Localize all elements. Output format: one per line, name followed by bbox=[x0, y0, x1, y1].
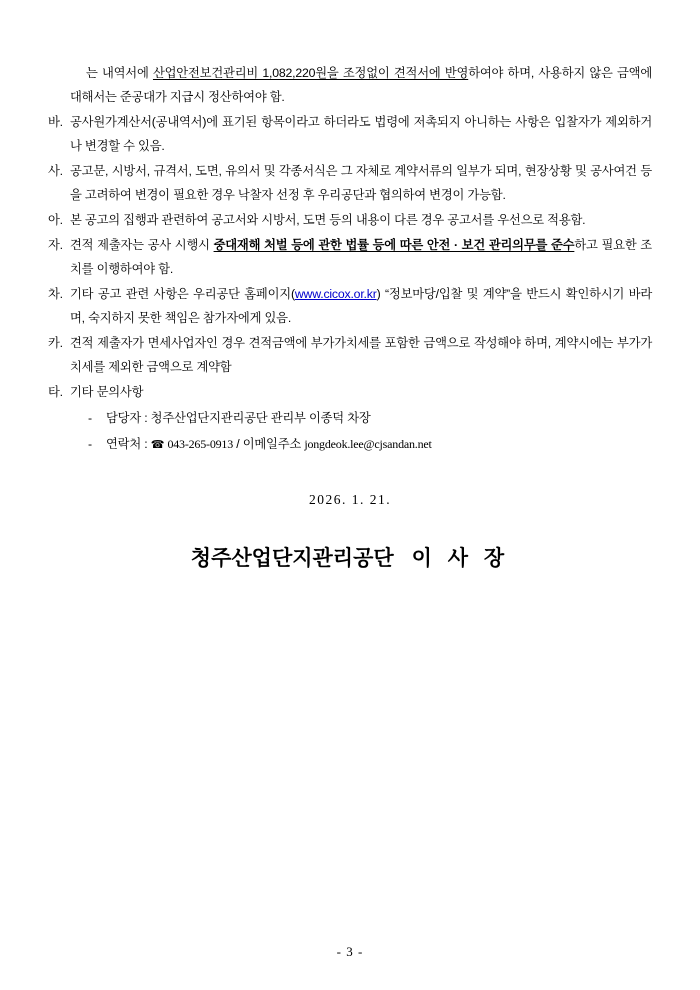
clause-ta bbox=[48, 381, 652, 457]
dash-marker: - bbox=[88, 436, 92, 451]
clause-marker: 카. bbox=[48, 335, 63, 350]
clause-ja bbox=[48, 234, 652, 282]
dash-marker: - bbox=[88, 410, 92, 425]
clause-marker: 아. bbox=[48, 212, 63, 227]
clause-marker: 타. bbox=[48, 384, 63, 399]
clause-ah bbox=[48, 209, 652, 233]
clause-marker: 바. bbox=[48, 114, 63, 129]
clause-ba bbox=[48, 111, 652, 159]
clause-marker: 차. bbox=[48, 286, 63, 301]
clause-text-before: 기타 공고 관련 사항은 우리공단 홈페이지( bbox=[70, 286, 295, 301]
clause-text: 공고문, 시방서, 규격서, 도면, 유의서 및 각종서식은 그 자체로 계약서류의 일부가 되며, 현장상황 및 공사여건 등을 고려하여 변경이 필요한 경우 낙찰자 선정 후 우리공단과 협의하여 변경이 가능함. bbox=[70, 163, 652, 202]
issue-date: 2026. 1. 21. bbox=[308, 491, 392, 507]
issuer-organization: 청주산업단지관리공단 bbox=[190, 546, 394, 570]
contact-phone-number: 043-265-0913 bbox=[167, 436, 234, 451]
continuation-underlined: 산업안전보건관리비 1,082,220원을 조정없이 견적서에 반영 bbox=[152, 66, 469, 80]
cicox-homepage-link[interactable]: www.cicox.or.kr bbox=[294, 286, 377, 301]
clause-text: 기타 문의사항 bbox=[70, 384, 144, 399]
clause-text-after: 하고 필요한 조치를 이행하여야 함. bbox=[70, 237, 652, 276]
issuer-title: 이 사 장 bbox=[411, 546, 510, 570]
continuation-paragraph bbox=[48, 62, 652, 110]
clause-marker: 사. bbox=[48, 163, 63, 178]
issuer-signature bbox=[48, 539, 652, 580]
contact-list bbox=[70, 407, 652, 457]
clause-text-before: 견적 제출자는 공사 시행시 bbox=[70, 237, 214, 252]
clause-text: 본 공고의 집행과 관련하여 공고서와 시방서, 도면 등의 내용이 다른 경우 공고서를 우선으로 적용함. bbox=[70, 212, 586, 227]
clause-text: 견적 제출자가 면세사업자인 경우 견적금액에 부가가치세를 포함한 금액으로 작성해야 하며, 계약시에는 부가가치세를 제외한 금액으로 계약함 bbox=[70, 335, 652, 374]
clause-cha bbox=[48, 283, 652, 331]
telephone-icon: ☎ bbox=[150, 438, 165, 451]
contact-info-item bbox=[70, 433, 652, 457]
contact-email-label: 이메일주소 bbox=[242, 436, 302, 451]
clause-ka bbox=[48, 332, 652, 380]
contact-phone-label: 연락처 : bbox=[106, 436, 148, 451]
contact-separator: / bbox=[236, 436, 240, 451]
clause-text: 공사원가계산서(공내역서)에 표기된 항목이라고 하더라도 법령에 저촉되지 아니하는 사항은 입찰자가 제외하거나 변경할 수 있음. bbox=[70, 114, 652, 153]
page-number: - 3 - bbox=[336, 944, 364, 959]
contact-email-address: jongdeok.lee@cjsandan.net bbox=[304, 436, 432, 451]
continuation-tail: 하여야 하며, 사용하지 않은 금액에 대해서는 준공대가 지급시 정산하여야 함. bbox=[70, 66, 653, 104]
continuation-lead: 는 내역서에 bbox=[86, 66, 149, 80]
clause-sa bbox=[48, 160, 652, 208]
contact-person-item bbox=[70, 407, 652, 431]
document-body bbox=[48, 62, 652, 580]
contact-person-text: 담당자 : 청주산업단지관리공단 관리부 이종덕 차장 bbox=[106, 410, 371, 425]
clause-list bbox=[48, 111, 652, 457]
clause-text-after: ) “정보마당/입찰 및 계약”을 반드시 확인하시기 바라며, 숙지하지 못한 책임은 참가자에게 있음. bbox=[70, 286, 652, 325]
clause-emphasis: 중대재해 처벌 등에 관한 법률 등에 따른 안전 · 보건 관리의무를 준수 bbox=[213, 237, 575, 252]
clause-marker: 자. bbox=[48, 237, 63, 252]
